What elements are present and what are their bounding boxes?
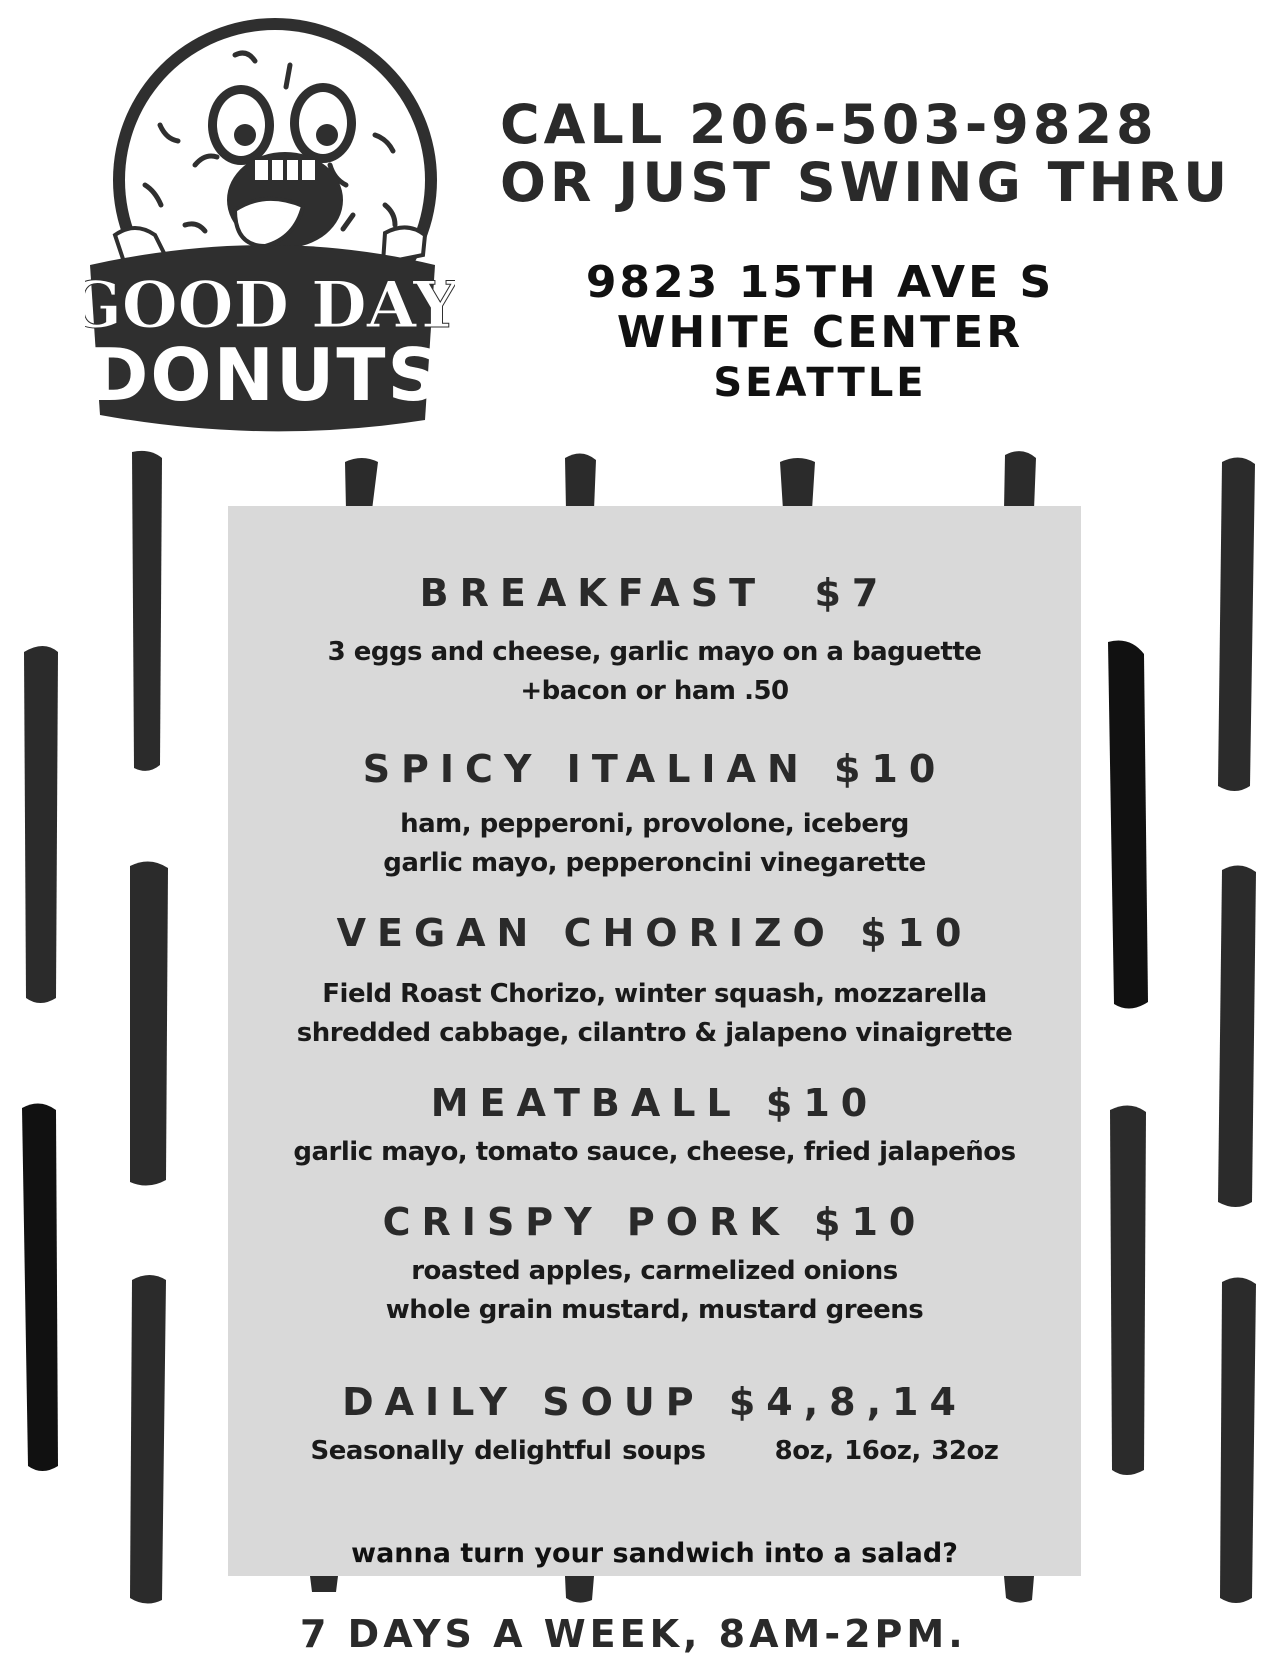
item-desc (228, 975, 1081, 1053)
desc-line: whole grain mustard, mustard greens (385, 1295, 924, 1325)
stripe (22, 1103, 58, 1471)
menu-item-crispy-pork (228, 1200, 1081, 1330)
desc-line: shredded cabbage, cilantro & jalapeno vinaigrette (296, 1018, 1013, 1048)
donut-mascot-icon (85, 15, 455, 435)
stripe (780, 458, 815, 510)
item-desc (228, 633, 1081, 711)
logo-line1: GOOD DAY (85, 268, 455, 343)
desc-line: +bacon or ham .50 (520, 676, 789, 706)
menu-item-meatball (228, 1081, 1081, 1172)
item-desc (228, 805, 1081, 883)
stripe (1220, 1277, 1256, 1603)
hours-line: 7 DAYS A WEEK, 8AM-2PM. (300, 1612, 967, 1656)
stripe (132, 451, 162, 771)
address-city: SEATTLE (713, 360, 927, 406)
desc-line: ham, pepperoni, provolone, iceberg (400, 809, 909, 839)
stripe (1108, 641, 1148, 1009)
desc-line: garlic mayo, tomato sauce, cheese, fried jalapeños (293, 1137, 1016, 1167)
menu-item-spicy-italian (228, 747, 1081, 883)
stripe (565, 453, 596, 510)
address-neighborhood: WHITE CENTER (616, 307, 1024, 358)
menu-item-daily-soup (228, 1380, 1081, 1471)
call-line: CALL 206-503-9828 (500, 93, 1158, 156)
stripe (310, 1576, 338, 1592)
stripe (565, 1576, 594, 1603)
item-title: DAILY SOUP $4,8,14 (342, 1380, 967, 1424)
stripe (24, 646, 58, 1003)
soup-sizes: 8oz, 16oz, 32oz (774, 1436, 999, 1466)
stripe (1218, 457, 1255, 791)
swing-thru-line: OR JUST SWING THRU (500, 151, 1232, 214)
salad-prompt: wanna turn your sandwich into a salad? (351, 1538, 958, 1569)
item-desc (228, 1133, 1081, 1172)
stripe (1110, 1105, 1146, 1475)
item-desc (228, 1252, 1081, 1330)
contact-call (500, 93, 1232, 214)
menu-item-vegan-chorizo (228, 911, 1081, 1053)
stripe (1218, 865, 1256, 1207)
desc-line: 3 eggs and cheese, garlic mayo on a baguette (327, 637, 982, 667)
stripe (130, 1275, 166, 1604)
stripe (1004, 1576, 1034, 1603)
soup-desc-left: Seasonally delightful soups (310, 1436, 706, 1466)
item-desc (228, 1432, 1081, 1471)
stripe (345, 458, 378, 510)
stripe (130, 861, 168, 1185)
desc-line: garlic mayo, pepperoncini vinegarette (383, 848, 926, 878)
address-street: 9823 15TH AVE S (585, 257, 1055, 308)
item-title: CRISPY PORK $10 (382, 1200, 927, 1244)
item-title: MEATBALL $10 (430, 1081, 879, 1125)
desc-line: Field Roast Chorizo, winter squash, mozzarella (322, 979, 987, 1009)
desc-line: roasted apples, carmelized onions (411, 1256, 898, 1286)
item-title: BREAKFAST $7 (419, 571, 890, 615)
item-title: VEGAN CHORIZO $10 (336, 911, 973, 955)
logo-line2: DONUTS (88, 333, 442, 417)
address-block (540, 258, 1100, 408)
stripe (1004, 451, 1036, 510)
item-title: SPICY ITALIAN $10 (362, 747, 947, 791)
brand-logo (85, 15, 455, 435)
menu-item-breakfast (228, 571, 1081, 711)
